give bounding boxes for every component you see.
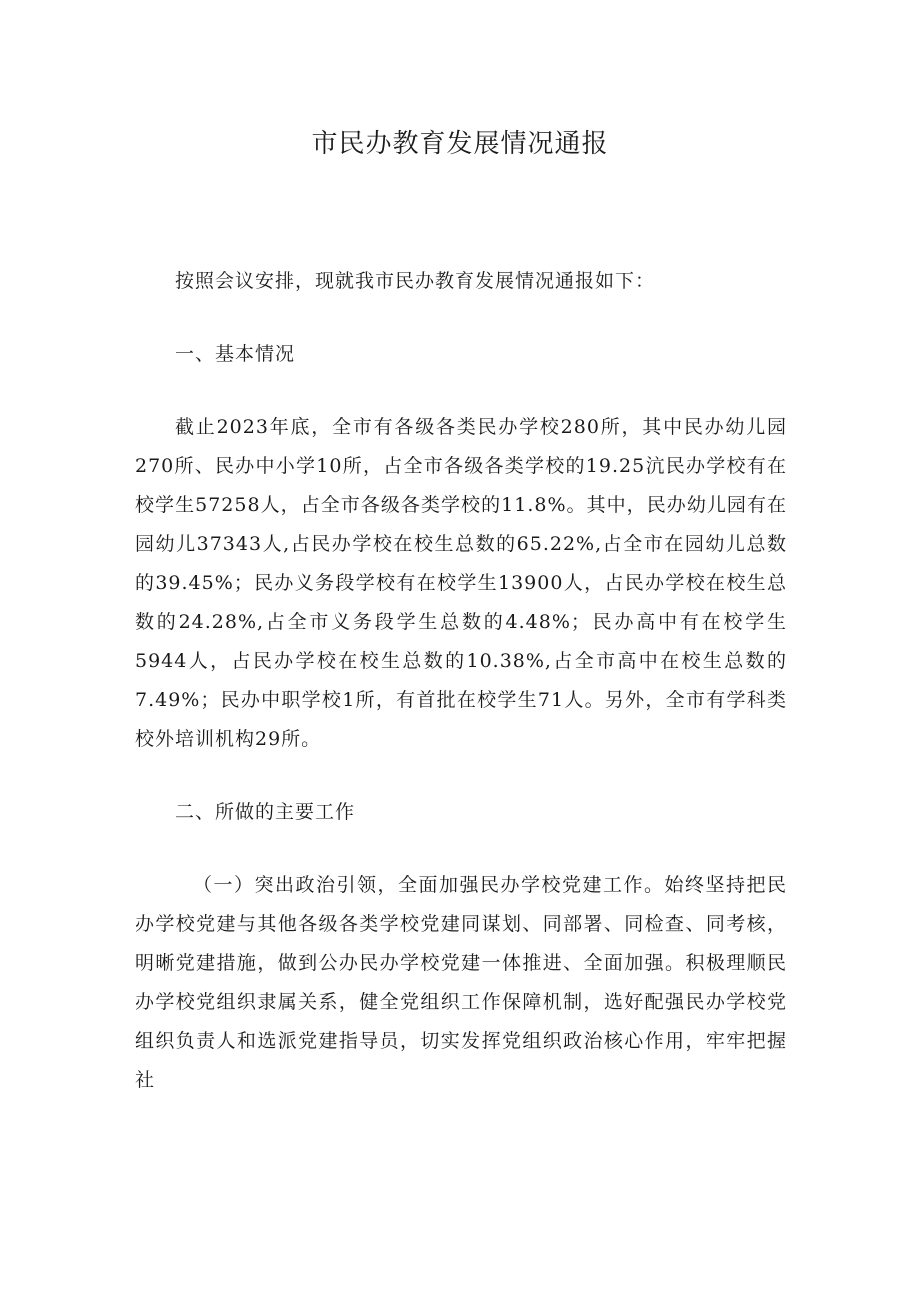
section-heading-work: 二、所做的主要工作 — [175, 801, 356, 823]
party-building-paragraph: （一）突出政治引领，全面加强民办学校党建工作。始终坚持把民办学校党建与其他各级各类学校党建同谋划、同部署、同检查、同考核，明晰党建措施，做到公办民办学校党建一体推进、全面加强。积极理顺民办学校党组织隶属关系，健全党组织工作保障机制，选好配强民办学校党组织负责人和选派党建指导员，切实发挥党组织政治核心作用，牢牢把握社 — [135, 874, 787, 1091]
basic-situation-paragraph: 截止2023年底，全市有各级各类民办学校280所，其中民办幼儿园270所、民办中小学10所，占全市各级各类学校的19.25沆民办学校有在校学生57258人，占全市各级各类学校的11.8%。其中，民办幼儿园有在园幼儿37343人,占民办学校在校生总数的65.22%,占全市在园幼儿总数的39.45%；民办义务段学校有在校学生13900人，占民办学校在校生总数的24.28%,占全市义务段学生总数的4.48%；民办高中有在校学生5944人，占民办学校在校生总数的10.38%,占全市高中在校生总数的7.49%；民办中职学校1所，有首批在校学生71人。另外，全市有学科类校外培训机构29所。 — [135, 416, 787, 750]
document-body — [135, 262, 787, 1100]
intro-paragraph: 按照会议安排，现就我市民办教育发展情况通报如下： — [175, 270, 656, 292]
section-heading-basic: 一、基本情况 — [175, 343, 296, 365]
document-title: 市民办教育发展情况通报 — [311, 129, 609, 159]
